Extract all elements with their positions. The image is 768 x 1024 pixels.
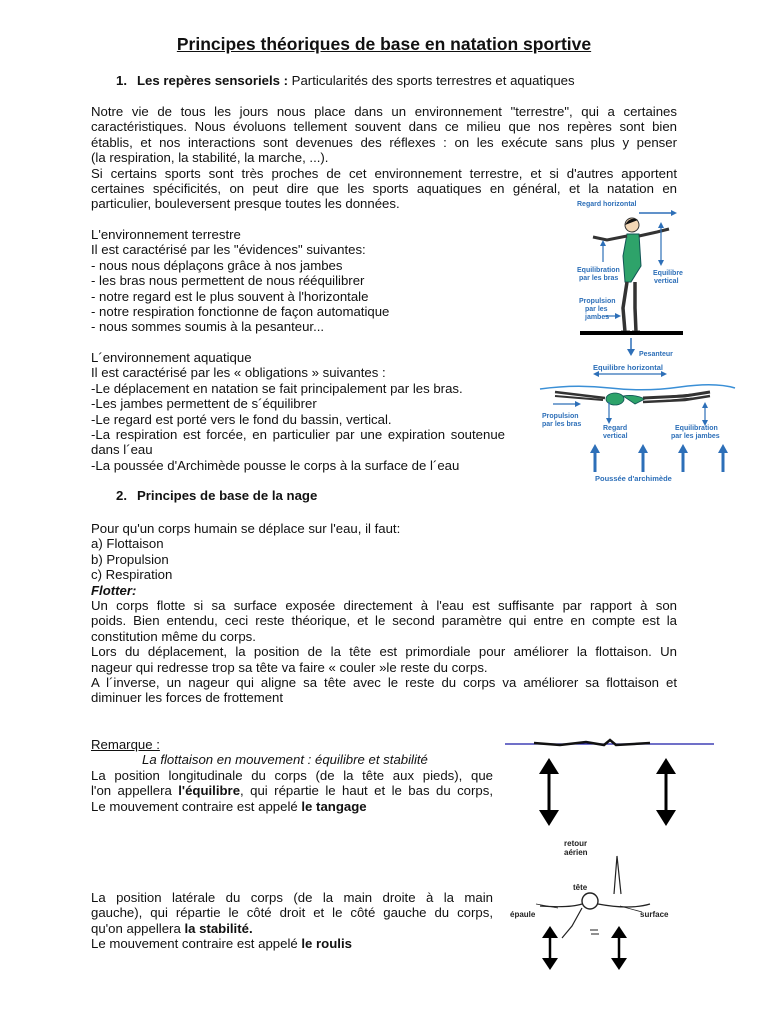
text-line: constitution même du corps.: [91, 628, 256, 644]
water-line: [540, 385, 735, 390]
text-line: caractéristiques. Nous évoluons tellement souvent dans ce milieu que nos repères sont bien: [91, 119, 677, 135]
list-item: -La respiration est forcée, en particulier par une expiration soutenue: [91, 427, 505, 443]
section-1-heading-rest: Particularités des sports terrestres et aquatiques: [288, 73, 575, 88]
text-line: l'on appellera l'équilibre, qui répartie le haut et le bas du corps,: [91, 783, 493, 799]
text-line: certaines spécificités, on peut dire que les sports aquatiques en général, et la natation en: [91, 181, 677, 197]
sensory-diagram-svg: [535, 196, 740, 486]
text-line: Si certains sports sont très proches de cet environnement terrestre, et si d'autres apportent: [91, 165, 677, 181]
subheading-aquatique: L´environnement aquatique: [91, 350, 252, 365]
list-item: - notre regard est le plus souvent à l'horizontale: [91, 288, 369, 304]
text-line: gauche), qui répartie le côté droit et le côté gauche du corps,: [91, 905, 493, 921]
label-retour-aerien: retour aérien: [564, 839, 588, 857]
flotter-label: Flotter:: [91, 582, 137, 598]
text-line: Lors du déplacement, la position de la tête est primordiale pour améliorer la flottaison. Un: [91, 644, 677, 660]
list-item: - notre respiration fonctionne de façon automatique: [91, 304, 390, 320]
list-item: a) Flottaison: [91, 536, 164, 552]
list-item: c) Respiration: [91, 567, 173, 583]
roll-diagram: [500, 834, 720, 976]
flotter-paragraph: [91, 598, 677, 706]
text-line: Il est caractérisé par les « obligations » suivantes :: [91, 365, 386, 381]
section-1-number: 1.: [116, 73, 127, 88]
text-line: La position longitudinale du corps (de la tête aux pieds), que: [91, 768, 493, 783]
text-line: Pour qu'un corps humain se déplace sur l'eau, il faut:: [91, 521, 401, 536]
sensory-diagram: [535, 196, 740, 486]
list-item: -Les jambes permettent de s´équilibrer: [91, 396, 317, 412]
text-line: poids. Bien entendu, ceci reste théorique, et le second paramètre qui entre en compte est la: [91, 613, 677, 629]
label-equilibration-bras: Equilibration par les bras: [577, 267, 620, 282]
pitch-diagram: [500, 732, 720, 832]
label-surface: surface: [640, 910, 669, 919]
label-poussee-archimede: Poussée d'archimède: [595, 474, 672, 483]
list-item: -Le déplacement en natation se fait principalement par les bras.: [91, 380, 463, 396]
text-line: Il est caractérisé par les "évidences" suivantes:: [91, 242, 366, 258]
list-item: - nous sommes soumis à la pesanteur...: [91, 319, 325, 335]
underwater-arm: [562, 908, 582, 938]
equilibre-paragraph: [91, 768, 493, 814]
text-line: A l´inverse, un nageur qui aligne sa tête avec le reste du corps va améliorer sa flottaison et: [91, 675, 677, 691]
text-line: Le mouvement contraire est appelé le tangage: [91, 798, 367, 814]
text-line: Le mouvement contraire est appelé le roulis: [91, 936, 352, 952]
text-line: établis, et nos interactions sont devenues des réflexes : on les exécute sans plus y penser: [91, 134, 677, 150]
buoyancy-arrows: [590, 444, 728, 472]
remarque-label: Remarque :: [91, 737, 160, 752]
label-tete: tête: [573, 883, 588, 892]
list-item: b) Propulsion: [91, 551, 169, 567]
subheading-terrestre: L'environnement terrestre: [91, 227, 241, 242]
floating-swimmer-silhouette: [534, 740, 650, 745]
label-epaule: épaule: [510, 910, 536, 919]
text-line: particulier, bouleversent presque toutes les données.: [91, 196, 400, 212]
pitch-arrow-left: [539, 758, 559, 826]
list-item: - nous nous déplaçons grâce à nos jambes: [91, 257, 343, 273]
section-2-heading-text: Principes de base de la nage: [137, 488, 318, 503]
list-item: -Le regard est porté vers le fond du bassin, vertical.: [91, 411, 392, 427]
pitch-arrow-right: [656, 758, 676, 826]
label-equilibre-horizontal: Equilibre horizontal: [593, 363, 664, 372]
swim-requirements: [91, 521, 400, 598]
label-regard-horizontal: Regard horizontal: [577, 201, 637, 208]
page-title: Principes théoriques de base en natation sportive: [176, 34, 592, 54]
raised-arm: [614, 856, 621, 894]
roll-arrow-right: [611, 926, 627, 970]
section-2-number: 2.: [116, 488, 127, 503]
label-propulsion-jambes: Propulsion par les jambes: [579, 298, 616, 321]
text-line: La position latérale du corps (de la main droite à la main: [91, 890, 493, 905]
label-pesanteur: Pesanteur: [639, 351, 673, 358]
list-item: - les bras nous permettent de nous rééquilibrer: [91, 273, 365, 289]
text-line: qu'on appellera la stabilité.: [91, 920, 253, 936]
label-regard-vertical: Regard vertical: [603, 425, 628, 440]
label-equilibre-vertical: Equilibre vertical: [653, 270, 683, 285]
section-1-heading-bold: Les repères sensoriels :: [137, 73, 289, 88]
label-equilibration-jambes: Equilibration par les jambes: [671, 425, 720, 440]
text-line: Notre vie de tous les jours nous place dans un environnement "terrestre", qui a certaines: [91, 104, 677, 119]
label-propulsion-bras: Propulsion par les bras: [542, 413, 582, 428]
text-line: (la respiration, la stabilité, la marche, ...).: [91, 150, 329, 166]
text-line: nageur qui redresse trop sa tête va faire « couler »le reste du corps.: [91, 659, 488, 675]
stabilite-paragraph: [91, 890, 493, 952]
aquatic-list: [91, 350, 505, 473]
head-circle: [582, 893, 598, 909]
text-line: dans l´eau: [91, 442, 153, 458]
text-line: diminuer les forces de frottement: [91, 690, 284, 706]
text-line: Un corps flotte si sa surface exposée directement à l'eau est suffisante par rapport à son: [91, 598, 677, 613]
roll-arrow-left: [542, 926, 558, 970]
list-item: -La poussée d'Archimède pousse le corps à la surface de l´eau: [91, 457, 460, 473]
remarque-subtitle: La flottaison en mouvement : équilibre et stabilité: [142, 752, 428, 767]
terrestrial-list: [91, 227, 389, 335]
